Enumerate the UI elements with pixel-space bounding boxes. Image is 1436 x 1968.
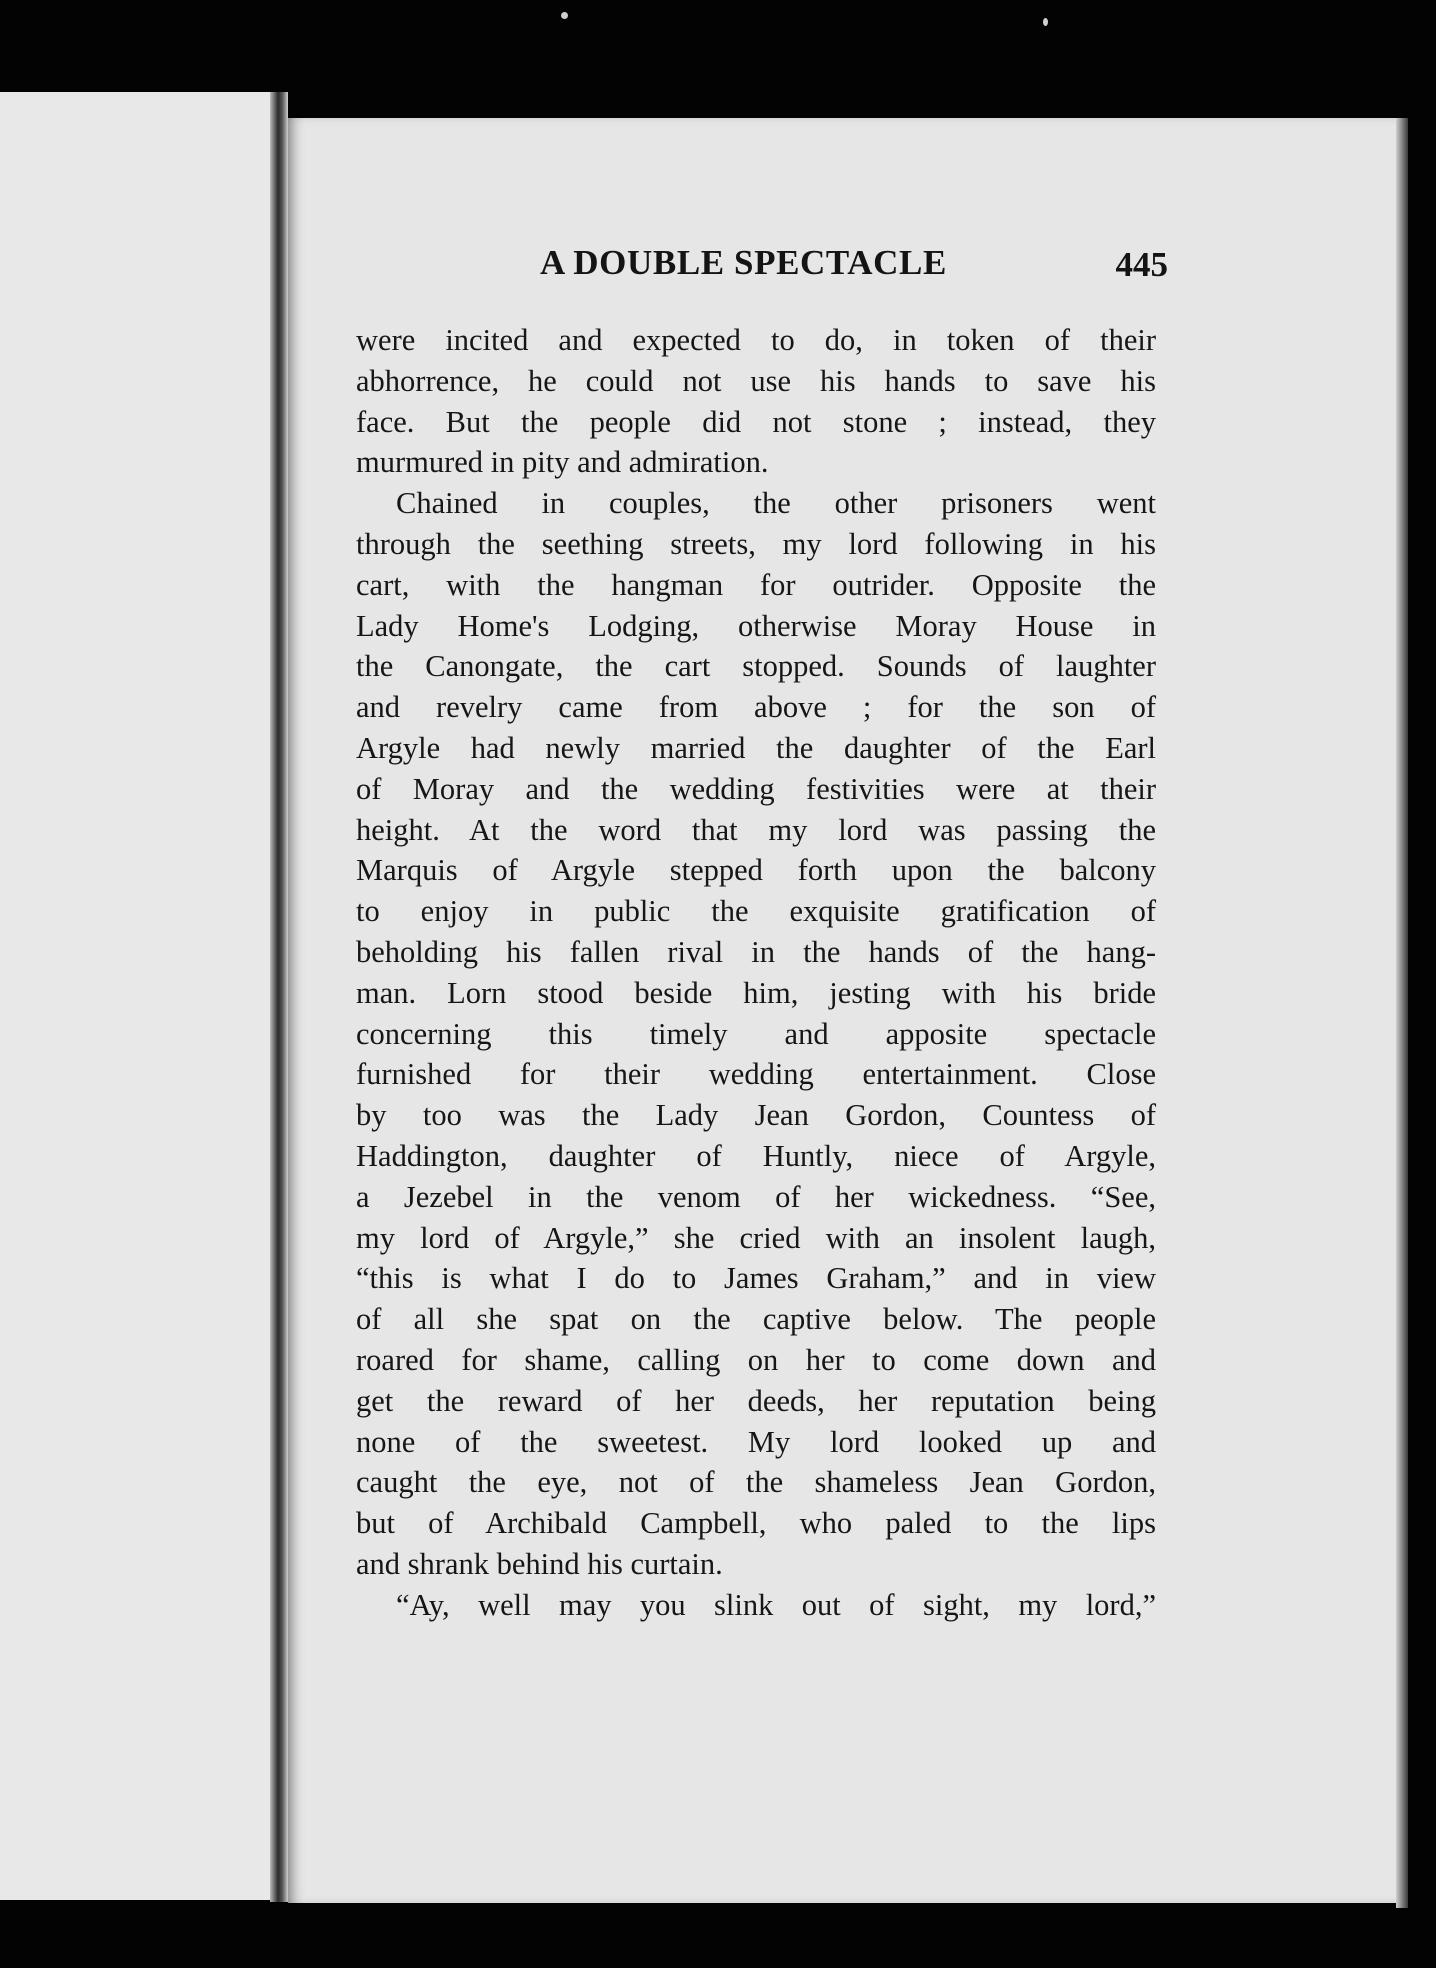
text-line: “Ay, well may you slink out of sight, my lord,” (396, 1587, 1156, 1622)
text-line: beholding his fallen rival in the hands of the hang- (356, 934, 1156, 969)
text-line: murmured in pity and admiration. (356, 445, 769, 480)
text-line: none of the sweetest. My lord looked up and (356, 1424, 1156, 1459)
scan-speck (1043, 18, 1048, 26)
text-line: the Canongate, the cart stopped. Sounds of laughter (356, 649, 1156, 684)
text-line: of Moray and the wedding festivities were at their (356, 771, 1156, 806)
page-number: 445 (1115, 245, 1168, 284)
text-line: furnished for their wedding entertainment. Close (356, 1057, 1156, 1092)
text-line: caught the eye, not of the shameless Jean Gordon, (356, 1465, 1156, 1500)
text-line: to enjoy in public the exquisite gratification of (356, 894, 1156, 929)
text-line: height. At the word that my lord was passing the (356, 812, 1156, 847)
text-line: were incited and expected to do, in token of their (356, 323, 1156, 357)
page-edge (1396, 118, 1408, 1908)
text-line: through the seething streets, my lord following in his (356, 526, 1156, 561)
text-line: Marquis of Argyle stepped forth upon the balcony (356, 853, 1156, 888)
text-line: concerning this timely and apposite spectacle (356, 1016, 1156, 1051)
text-line: and shrank behind his curtain. (356, 1546, 723, 1581)
left-page (0, 92, 278, 1900)
running-head: A DOUBLE SPECTACLE (540, 243, 947, 282)
text-line: Argyle had newly married the daughter of the Earl (356, 730, 1156, 765)
text-line: “this is what I do to James Graham,” and in view (356, 1261, 1156, 1296)
text-line: Haddington, daughter of Huntly, niece of Argyle, (356, 1138, 1156, 1173)
text-line: and revelry came from above ; for the son of (356, 690, 1156, 725)
text-line: man. Lorn stood beside him, jesting with his bride (356, 975, 1156, 1010)
text-line: of all she spat on the captive below. The people (356, 1302, 1156, 1337)
text-line: abhorrence, he could not use his hands to save his (356, 363, 1156, 398)
text-line: roared for shame, calling on her to come down and (356, 1342, 1156, 1377)
text-line: get the reward of her deeds, her reputation being (356, 1383, 1156, 1418)
text-line: cart, with the hangman for outrider. Opposite the (356, 567, 1156, 602)
text-line: but of Archibald Campbell, who paled to the lips (356, 1506, 1156, 1541)
book-gutter (270, 92, 288, 1902)
scan-speck (561, 12, 568, 19)
text-line: face. But the people did not stone ; instead, they (356, 404, 1156, 439)
page-header (540, 243, 1168, 291)
text-line: Lady Home's Lodging, otherwise Moray House in (356, 608, 1156, 643)
text-line: by too was the Lady Jean Gordon, Countess of (356, 1098, 1156, 1133)
text-line: my lord of Argyle,” she cried with an insolent laugh, (356, 1220, 1156, 1255)
text-line: Chained in couples, the other prisoners went (396, 486, 1156, 521)
text-line: a Jezebel in the venom of her wickedness. “See, (356, 1179, 1156, 1214)
body-text (356, 320, 1156, 1626)
